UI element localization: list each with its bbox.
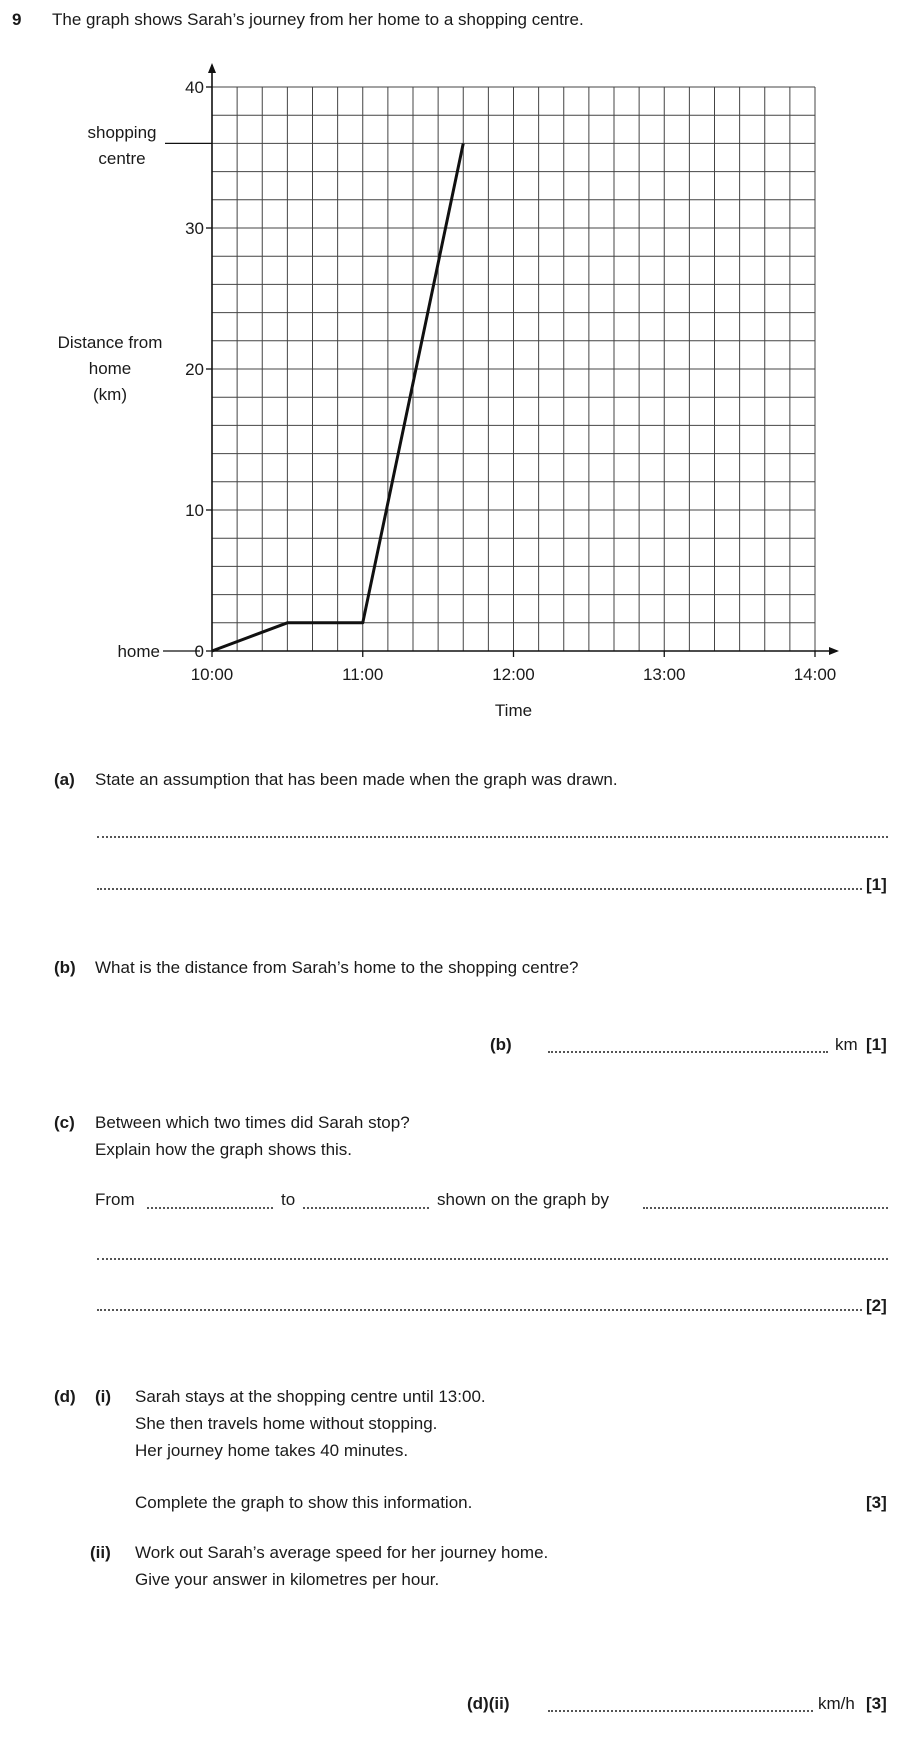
part-b-label: (b)	[54, 958, 76, 977]
answer-line-a2[interactable]	[97, 888, 862, 890]
part-b-unit: km	[835, 1035, 858, 1054]
y-axis-title-line: home	[88, 359, 132, 378]
part-d-ii-label: (ii)	[90, 1543, 111, 1562]
part-d-ii-line-1: Work out Sarah’s average speed for her journey home.	[135, 1543, 549, 1562]
part-d-i-marks: [3]	[866, 1493, 887, 1512]
x-axis-arrow	[829, 647, 839, 655]
part-d-ii-marks: [3]	[866, 1694, 887, 1713]
y-tick-label: 10	[185, 501, 204, 520]
part-d-ii-line-2: Give your answer in kilometres per hour.	[135, 1570, 440, 1589]
answer-line-a1[interactable]	[97, 836, 888, 838]
graph-labels	[58, 123, 533, 720]
part-c-marks: [2]	[866, 1296, 887, 1315]
home-label: home	[117, 642, 160, 661]
part-c-shown-text: shown on the graph by	[437, 1190, 610, 1209]
part-d-i-instruction: Complete the graph to show this information.	[135, 1493, 473, 1512]
part-c-from-text: From	[95, 1190, 135, 1209]
x-tick-label: 10:00	[190, 665, 234, 684]
part-d-i-label: (i)	[95, 1387, 112, 1406]
y-axis-title-line: Distance from	[57, 333, 163, 352]
x-tick-label: 13:00	[642, 665, 686, 684]
x-tick-label: 14:00	[793, 665, 837, 684]
x-tick-label: 12:00	[492, 665, 535, 684]
part-b-answer-label: (b)	[490, 1035, 512, 1054]
part-c-question-1: Between which two times did Sarah stop?	[95, 1113, 410, 1132]
answer-line-c2[interactable]	[97, 1258, 888, 1260]
shopping-centre-label-line: shopping	[87, 123, 157, 142]
y-tick-label: 0	[194, 642, 204, 661]
part-a-marks: [1]	[866, 875, 887, 894]
part-d-i-line-1: Sarah stays at the shopping centre until 13:00.	[135, 1387, 486, 1406]
question-number: 9	[12, 10, 22, 29]
part-d-ii-unit: km/h	[818, 1694, 855, 1713]
part-c-label: (c)	[54, 1113, 75, 1132]
x-tick-label: 11:00	[342, 665, 384, 684]
y-tick-label: 30	[185, 219, 204, 238]
part-c-question-2: Explain how the graph shows this.	[95, 1140, 353, 1159]
answer-line-d-ii[interactable]	[548, 1710, 813, 1712]
y-axis-title-line: (km)	[93, 385, 127, 404]
y-axis-arrow	[208, 63, 216, 73]
part-a-question: State an assumption that has been made when the graph was drawn.	[95, 770, 618, 789]
answer-field-c-to[interactable]	[303, 1207, 429, 1209]
part-d-i-line-3: Her journey home takes 40 minutes.	[135, 1441, 409, 1460]
part-a-label: (a)	[54, 770, 75, 789]
part-d-i-line-2: She then travels home without stopping.	[135, 1414, 438, 1433]
answer-field-c-explanation[interactable]	[643, 1207, 888, 1209]
question-intro: The graph shows Sarah’s journey from her home to a shopping centre.	[52, 10, 584, 29]
shopping-centre-label-line: centre	[98, 149, 146, 168]
part-b-question: What is the distance from Sarah’s home to the shopping centre?	[95, 958, 579, 977]
x-axis-title: Time	[494, 701, 533, 720]
part-c-to-text: to	[281, 1190, 296, 1209]
graph-grid	[212, 87, 815, 651]
answer-line-c3[interactable]	[97, 1309, 862, 1311]
graph-ticks	[185, 78, 836, 684]
y-tick-label: 40	[185, 78, 204, 97]
answer-field-c-from[interactable]	[147, 1207, 273, 1209]
part-d-label: (d)	[54, 1387, 76, 1406]
distance-time-graph	[0, 0, 900, 735]
part-b-marks: [1]	[866, 1035, 887, 1054]
part-d-ii-answer-label: (d)(ii)	[467, 1694, 510, 1713]
y-tick-label: 20	[185, 360, 204, 379]
answer-line-b[interactable]	[548, 1051, 828, 1053]
